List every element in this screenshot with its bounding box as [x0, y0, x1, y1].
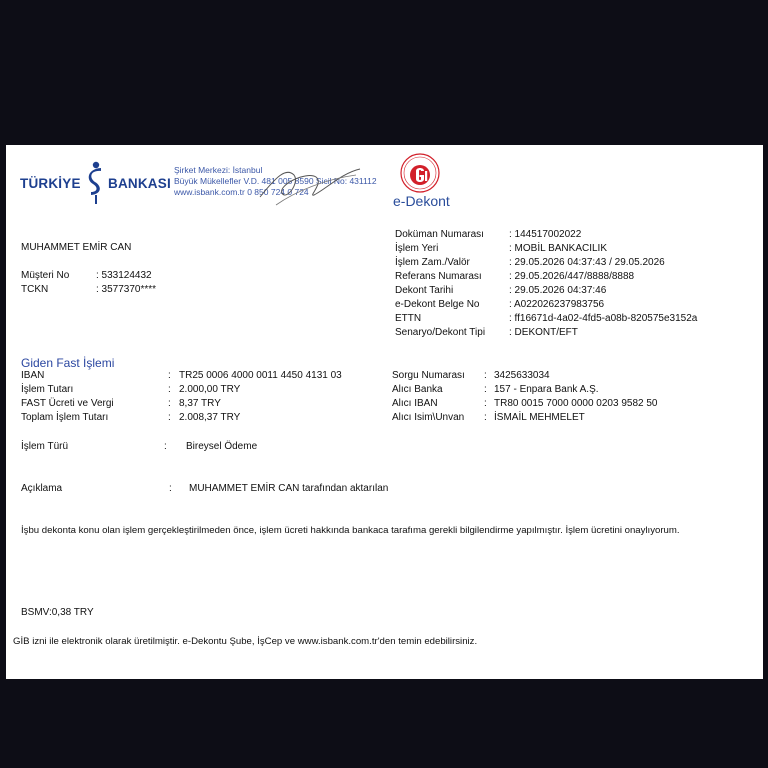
doc-info-value: : 29.05.2026/447/8888/8888 — [509, 271, 635, 282]
amount-value: 2.000,00 TRY — [179, 384, 241, 395]
receiver-iban-label: Alıcı IBAN — [392, 398, 438, 409]
iban-value: TR25 0006 4000 0011 4450 4131 03 — [179, 370, 342, 381]
doc-info-value: : 29.05.2026 04:37:43 / 29.05.2026 — [509, 257, 665, 268]
receiver-bank-value: 157 - Enpara Bank A.Ş. — [494, 384, 599, 395]
bank-name-right: BANKASI — [108, 176, 171, 191]
isbank-logo — [20, 161, 170, 205]
description-row — [21, 483, 521, 497]
doc-info-label: İşlem Yeri — [395, 243, 439, 254]
section-title: Giden Fast İşlemi — [21, 356, 115, 370]
doc-info-label: Dekont Tarihi — [395, 285, 454, 296]
tckn-label: TCKN — [21, 284, 49, 295]
colon: : — [484, 370, 487, 381]
colon: : — [484, 384, 487, 395]
transaction-type-label: İşlem Türü — [21, 441, 69, 452]
colon: : — [168, 412, 171, 423]
bank-name-left: TÜRKİYE — [20, 176, 81, 191]
iban-label: IBAN — [21, 370, 45, 381]
transaction-type-value: Bireysel Ödeme — [186, 441, 258, 452]
colon: : — [164, 441, 167, 452]
customer-name: MUHAMMET EMİR CAN — [21, 242, 132, 253]
fee-value: 8,37 TRY — [179, 398, 221, 409]
description-value: MUHAMMET EMİR CAN tarafından aktarılan — [189, 483, 389, 494]
doc-info-label: Referans Numarası — [395, 271, 482, 282]
fee-label: FAST Ücreti ve Vergi — [21, 398, 114, 409]
gib-seal-icon — [399, 152, 441, 194]
doc-info-label: e-Dekont Belge No — [395, 299, 480, 310]
colon: : — [484, 412, 487, 423]
receiver-bank-label: Alıcı Banka — [392, 384, 443, 395]
total-value: 2.008,37 TRY — [179, 412, 241, 423]
signature-icon — [256, 157, 366, 212]
receiver-iban-value: TR80 0015 7000 0000 0203 9582 50 — [494, 398, 658, 409]
description-label: Açıklama — [21, 483, 63, 494]
colon: : — [169, 483, 172, 494]
colon: : — [168, 370, 171, 381]
customer-no-label: Müşteri No — [21, 270, 70, 281]
doc-info-value: : ff16671d-4a02-4fd5-a08b-820575e3152a — [509, 313, 698, 324]
query-no-label: Sorgu Numarası — [392, 370, 465, 381]
query-no-value: 3425633034 — [494, 370, 550, 381]
bsmv-text: BSMV:0,38 TRY — [21, 607, 94, 618]
total-label: Toplam İşlem Tutarı — [21, 412, 109, 423]
doc-info-label: ETTN — [395, 313, 422, 324]
amount-label: İşlem Tutarı — [21, 384, 74, 395]
doc-info-value: : A022026237983756 — [509, 299, 605, 310]
doc-info-label: Doküman Numarası — [395, 229, 484, 240]
colon: : — [168, 384, 171, 395]
transaction-type-row — [21, 441, 321, 455]
receiver-name-value: İSMAİL MEHMELET — [494, 412, 585, 423]
doc-info-value: : 29.05.2026 04:37:46 — [509, 285, 607, 296]
customer-no-value: : 533124432 — [96, 270, 152, 281]
e-dekont-document — [6, 145, 763, 679]
doc-info-value: : MOBİL BANKACILIK — [509, 243, 607, 254]
receiver-name-label: Alıcı Isim\Unvan — [392, 412, 465, 423]
tckn-value: : 3577370**** — [96, 284, 157, 295]
doc-info-label: Senaryo/Dekont Tipi — [395, 327, 486, 338]
doc-info-label: İşlem Zam./Valör — [395, 257, 470, 268]
doc-info-value: : 144517002022 — [509, 229, 582, 240]
hq-line-2: Büyük Mükellefler V.D. 481 005 8590 Sicil No: 431112 — [174, 176, 377, 186]
isbank-s-mark-icon — [84, 161, 108, 205]
hq-line-1: Şirket Merkezi: İstanbul — [174, 165, 263, 175]
hq-line-3: www.isbank.com.tr 0 850 724 0 724 — [174, 187, 309, 197]
document-title: e-Dekont — [393, 193, 450, 209]
footer-note: GİB izni ile elektronik olarak üretilmiştir. e-Dekontu Şube, İşCep ve www.isbank.com.tr'den temin edebilirsiniz. — [13, 636, 478, 647]
colon: : — [484, 398, 487, 409]
disclaimer-text: İşbu dekonta konu olan işlem gerçekleştirilmeden önce, işlem ücreti hakkında bankaca tarafıma gerekli bilgilendirme yapılmıştır. İşlem ücretini onaylıyorum. — [21, 525, 680, 536]
doc-info-value: : DEKONT/EFT — [509, 327, 578, 338]
colon: : — [168, 398, 171, 409]
